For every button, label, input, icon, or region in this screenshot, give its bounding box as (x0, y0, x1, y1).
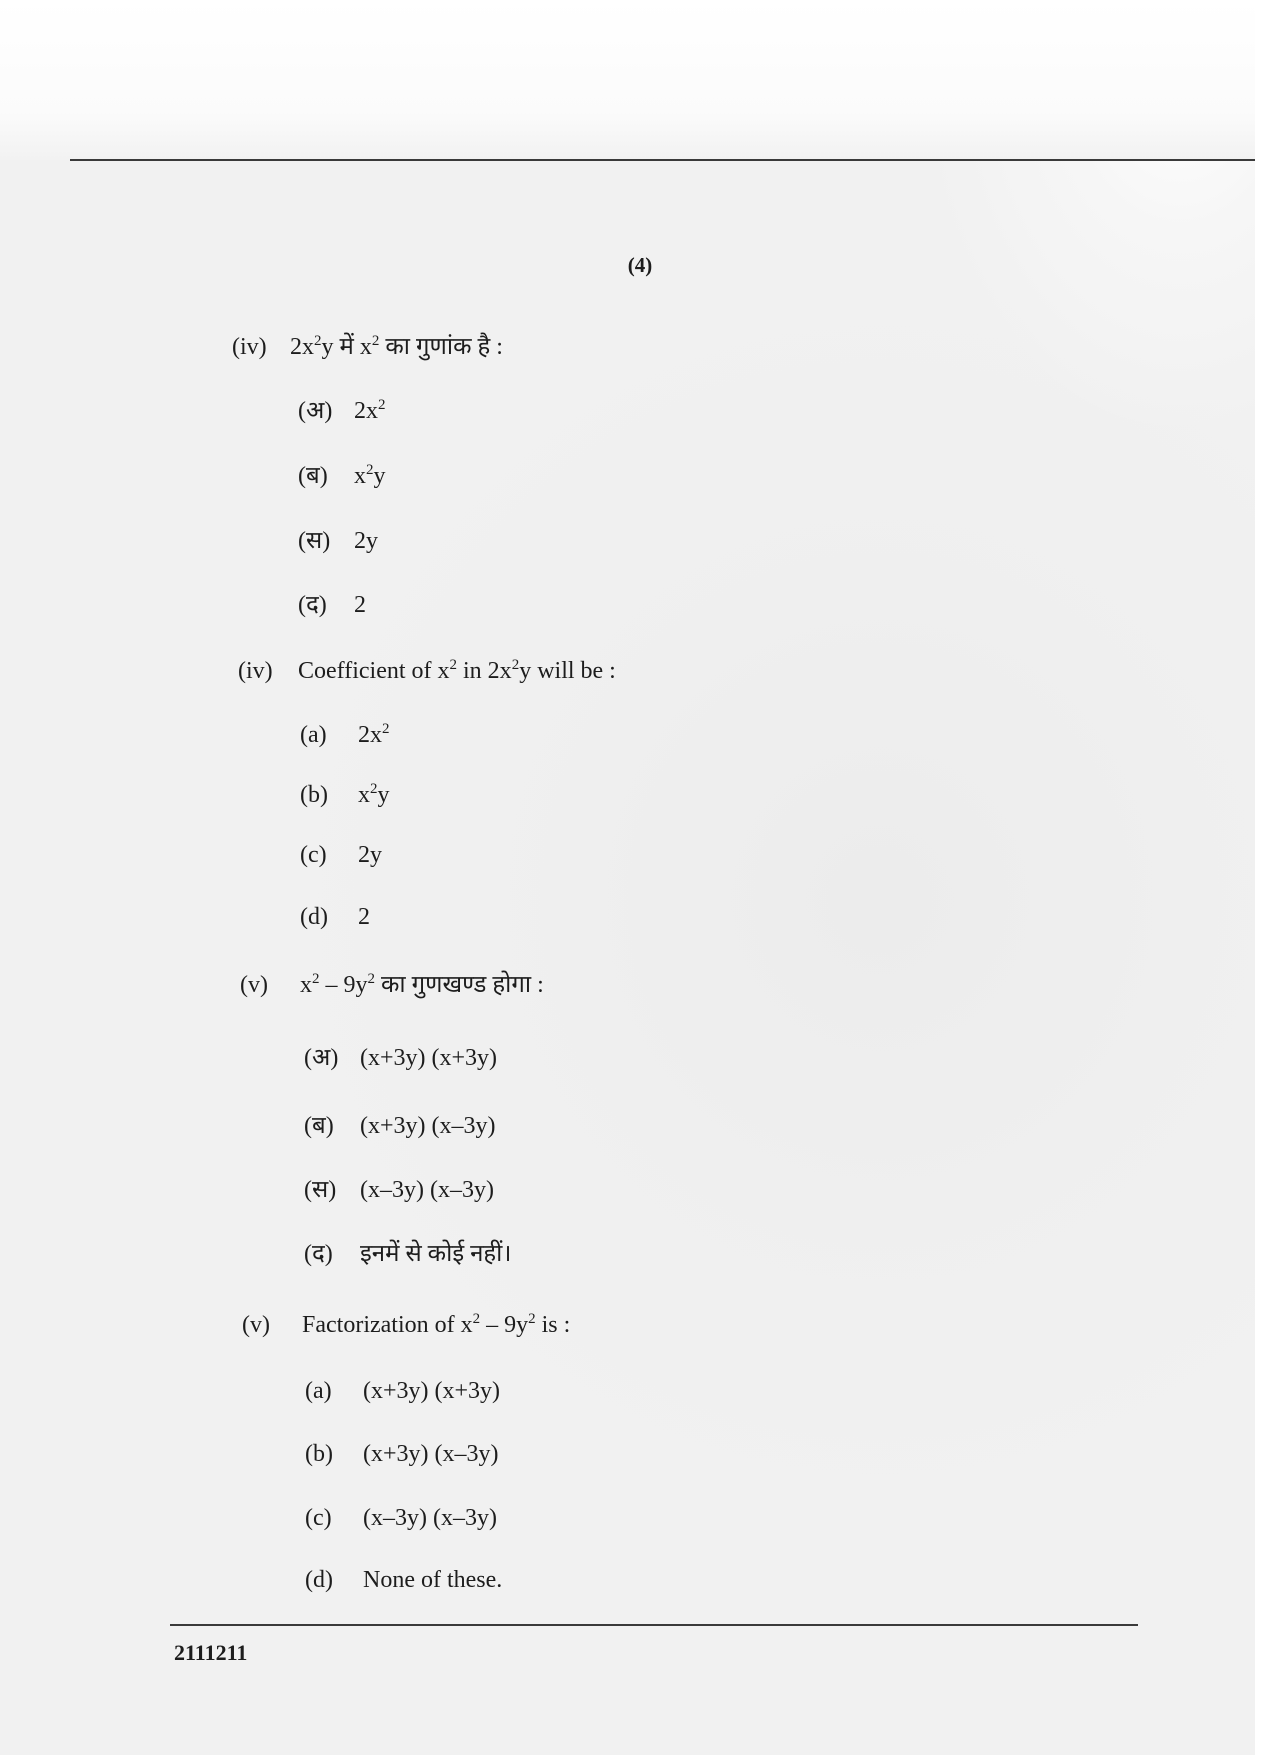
option: (b) (x+3y) (x–3y) (305, 1441, 499, 1467)
option: (d) 2 (300, 904, 370, 930)
option: (d) None of these. (305, 1567, 503, 1593)
question-number: (iv) (232, 334, 267, 360)
option: (c) (x–3y) (x–3y) (305, 1505, 497, 1531)
bottom-rule (170, 1624, 1138, 1626)
option: (द) इनमें से कोई नहीं। (304, 1241, 512, 1267)
option: (b) $x^2y$ (300, 781, 390, 808)
question-number: (v) (240, 972, 268, 998)
option-label: (b) (305, 1441, 333, 1467)
option-label: (a) (300, 722, 327, 748)
option-label: (स) (304, 1177, 337, 1203)
option-label: (स) (298, 528, 331, 554)
page-number: (4) (627, 253, 653, 277)
option-label: (ब) (304, 1113, 334, 1139)
option: (c) 2y (300, 842, 382, 868)
option-label: (d) (305, 1567, 333, 1593)
option-label: (b) (300, 782, 328, 808)
option: (अ) (x+3y) (x+3y) (304, 1045, 498, 1071)
option-label: (अ) (304, 1045, 339, 1071)
option: (स) (x–3y) (x–3y) (304, 1177, 494, 1203)
option: (a) (x+3y) (x+3y) (305, 1378, 501, 1404)
page-top-margin (0, 0, 1275, 160)
question-number: (iv) (238, 658, 273, 684)
page-right-edge (1255, 0, 1275, 1755)
option: (a) $2x^2$ (300, 721, 390, 748)
paper-code: 2111211 (174, 1640, 248, 1665)
question-stem: (v) Factorization of $x^2 - 9y^2$ is : (242, 1311, 571, 1338)
option: (द) 2 (298, 592, 366, 618)
question-stem: (iv) Coefficient of $x^2$ in $2x^2y$ will be : (238, 657, 616, 684)
option-label: (d) (300, 904, 328, 930)
option-label: (c) (305, 1505, 332, 1531)
option-label: (c) (300, 842, 327, 868)
option-label: (अ) (298, 398, 333, 424)
option-label: (ब) (298, 463, 328, 489)
option-label: (a) (305, 1378, 332, 1404)
top-rule (70, 159, 1255, 161)
option: (अ) $2x^2$ (298, 397, 386, 424)
question-number: (v) (242, 1312, 270, 1338)
question-stem: (iv) $2x^2y$ में $x^2$ का गुणांक है : (232, 333, 503, 360)
option: (ब) (x+3y) (x–3y) (304, 1113, 496, 1139)
option-label: (द) (304, 1241, 333, 1267)
option-label: (द) (298, 592, 327, 618)
option: (स) 2y (298, 528, 378, 554)
question-stem: (v) $x^2 - 9y^2$ का गुणखण्ड होगा : (240, 971, 544, 998)
option: (ब) $x^2y$ (298, 462, 386, 489)
